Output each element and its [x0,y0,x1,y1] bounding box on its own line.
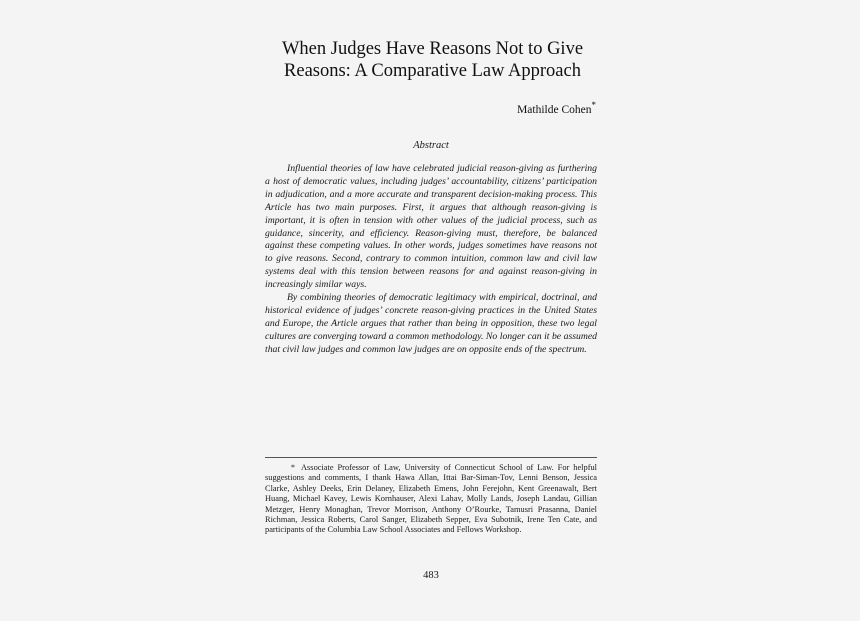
title-line-1: When Judges Have Reasons Not to Give [281,39,584,59]
abstract-paragraph-1: Influential theories of law have celebrated judicial reason-giving as furthering a host of democratic values, including judges’ accountability, citizens’ participation in adjudication, and a more accurate and transparent decision-making process. This Article has two main purposes. First, it argues that although reason-giving is important, it is often in tension with other values of the judicial process, such as guidance, sincerity, and efficiency. Reason-giving must, therefore, be balanced against these competing values. In other words, judges sometimes have reasons not to give reasons. Second, contrary to common intuition, common law and civil law systems deal with this tension between reasons for and against reason-giving in increasingly similar ways. [265,163,597,291]
footnote [265,463,597,536]
article-title [250,38,615,82]
author-footnote-mark: * [591,100,596,110]
title-line-2: Reasons: A Comparative Law Approach [284,61,581,81]
author-name [470,100,596,116]
abstract-body [265,163,597,357]
footnote-mark: * [290,463,295,472]
author-text: Mathilde Cohen [517,103,592,116]
footnote-divider [265,457,597,458]
abstract-heading: Abstract [413,140,449,151]
abstract-paragraph-2: By combining theories of democratic legitimacy with empirical, doctrinal, and historical evidence of judges’ concrete reason-giving practices in the United States and Europe, the Article argues that rather than being in opposition, these two legal cultures are converging toward a common methodology. No longer can it be assumed that civil law judges and common law judges are on opposite ends of the spectrum. [265,292,597,355]
footnote-text: Associate Professor of Law, University of Connecticut School of Law. For helpful suggestions and comments, I thank Hawa Allan, Ittai Bar-Siman-Tov, Lenni Benson, Jessica Clarke, Ashley Deeks, Erin Delaney, Elizabeth Emens, John Ferejohn, Kent Greenawalt, Bert Huang, Michael Kavey, Lewis Kornhauser, Alexi Lahav, Molly Lands, Joseph Landau, Gillian Metzger, Henry Monaghan, Trevor Morrison, Anthony O’Rourke, Tamusri Prasanna, Daniel Richman, Jessica Roberts, Carol Sanger, Elizabeth Sepper, Eva Subotnik, Irene Ten Cate, and participants of the Columbia Law School Associates and Fellows Workshop. [265,463,597,535]
page-number: 483 [423,570,439,581]
